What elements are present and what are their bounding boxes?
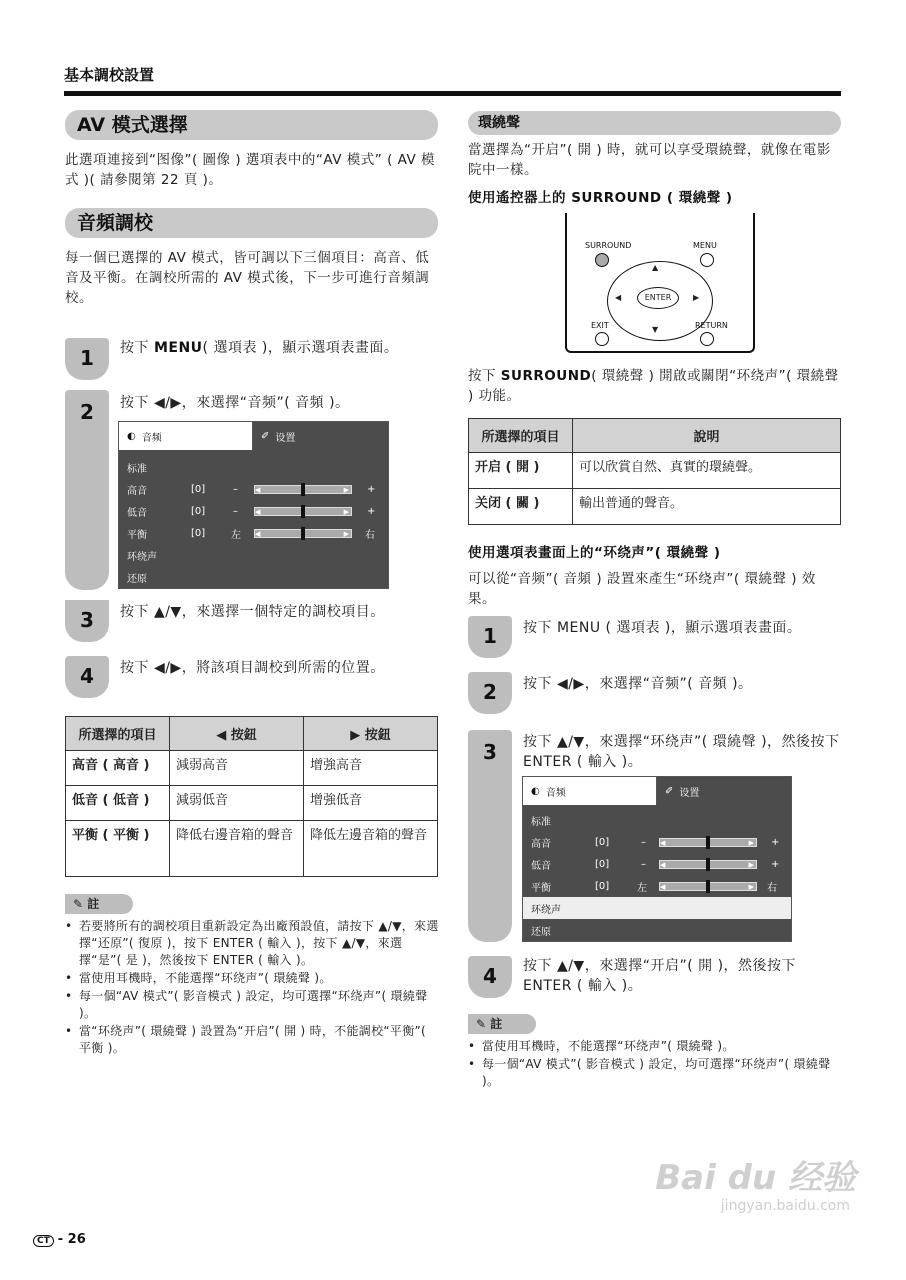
right-step-4-number: 4 (483, 964, 497, 988)
return-button[interactable] (700, 332, 714, 346)
notes-right (468, 1038, 843, 1091)
up-arrow-icon: ▲ (652, 263, 659, 272)
audio-body: 每一個已選擇的 AV 模式，皆可調以下三個項目：高音、低音及平衡。在調校所需的 AV 模式後，下一步可進行音頻調校。 (65, 250, 430, 306)
surround-table (468, 418, 841, 525)
step-2-text: 按下 ◀/▶，來選擇“音频”( 音頻 )。 (120, 395, 350, 411)
section-title-av-mode: AV 模式選擇 (65, 110, 438, 140)
table-header: ◀ 按鈕 (170, 717, 304, 751)
step-3-number: 3 (80, 608, 94, 632)
menu-row-bass[interactable]: 低音 [0] – ◀ ▶ + (531, 858, 780, 872)
audio-icon: ◐ (127, 430, 136, 442)
table-row: 平衡 ( 平衡 ) 降低右邊音箱的聲音 降低左邊音箱的聲音 (66, 821, 438, 877)
page-header-title: 基本調校設置 (64, 66, 155, 84)
surround-button-desc: 按下 SURROUND( 環繞聲 ) 開啟或關閉“环绕声”( 環繞聲 ) 功能。 (468, 368, 839, 404)
table-row: 开启 ( 開 ) 可以欣賞自然、真實的環繞聲。 (469, 453, 841, 489)
step-1-text: 按下 MENU( 選項表 )，顯示選項表畫面。 (120, 340, 399, 356)
table-header: 所選擇的項目 (469, 419, 573, 453)
enter-button[interactable]: ENTER (637, 287, 679, 309)
list-item: • 每一個“AV 模式”( 影音模式 ) 設定，均可選擇“环绕声”( 環繞聲 )。 (65, 988, 440, 1022)
list-item: • 每一個“AV 模式”( 影音模式 ) 設定，均可選擇“环绕声”( 環繞聲 )。 (468, 1056, 843, 1090)
right-step-4-text: 按下 ▲/▼，來選擇“开启”( 開 )，然後按下 ENTER ( 輸入 )。 (523, 958, 797, 994)
list-item: • 當“环绕声”( 環繞聲 ) 設置為“开启”( 開 ) 時，不能調校“平衡”( 平衡 )。 (65, 1023, 440, 1057)
menu-row-standard[interactable]: 标准 (531, 816, 551, 828)
audio-icon: ◐ (531, 785, 540, 797)
pencil-icon: ✎ (73, 897, 84, 911)
menu-row-balance[interactable]: 平衡 [0] 左 ◀ ▶ 右 (127, 527, 375, 541)
sub-heading-menu: 使用選項表畫面上的“环绕声”( 環繞聲 ) (468, 545, 721, 561)
watermark-url: jingyan.baidu.com (720, 1198, 850, 1214)
table-row: 低音 ( 低音 ) 減弱低音 增強低音 (66, 786, 438, 821)
audio-menu-left (118, 421, 389, 589)
section-title-surround: 環繞聲 (468, 111, 841, 135)
menu-row-standard[interactable]: 标准 (127, 463, 147, 475)
menu-row-balance[interactable]: 平衡 [0] 左 ◀ ▶ 右 (531, 880, 777, 894)
table-row: 关闭 ( 關 ) 輸出普通的聲音。 (469, 489, 841, 525)
surround-button[interactable] (595, 253, 609, 267)
step-4-text: 按下 ◀/▶，將該項目調校到所需的位置。 (120, 660, 385, 676)
table-header: ▶ 按鈕 (304, 717, 438, 751)
right-step-1-text: 按下 MENU ( 選項表 )，顯示選項表畫面。 (523, 620, 802, 636)
note-label-left: ✎ 註 (65, 894, 133, 914)
menu-row-surround-selected[interactable]: 环绕声 (523, 897, 791, 919)
right-step-2-text: 按下 ◀/▶，來選擇“音频”( 音頻 )。 (523, 676, 753, 692)
menu-button[interactable] (700, 253, 714, 267)
left-arrow-icon: ◀ (615, 293, 622, 302)
menu-tab-setup[interactable]: ✐ 设置 (253, 422, 388, 450)
right-step-3-number: 3 (483, 740, 497, 764)
menu-row-surround[interactable]: 环绕声 (127, 551, 157, 563)
menu-row-reset[interactable]: 还原 (127, 573, 147, 585)
down-arrow-icon: ▼ (652, 325, 659, 334)
list-item: • 當使用耳機時，不能選擇“环绕声”( 環繞聲 )。 (65, 970, 440, 987)
right-step-1-number: 1 (483, 624, 497, 648)
right-step-3-text: 按下 ▲/▼，來選擇“环绕声”( 環繞聲 )，然後按下 ENTER ( 輸入 )。 (523, 734, 840, 770)
section-title-audio: 音頻調校 (65, 208, 438, 238)
menu-tab-audio[interactable]: ◐ 音频 (119, 422, 253, 450)
step-3-text: 按下 ▲/▼，來選擇一個特定的調校項目。 (120, 604, 385, 620)
list-item: • 當使用耳機時，不能選擇“环绕声”( 環繞聲 )。 (468, 1038, 843, 1055)
menu-row-treble[interactable]: 高音 [0] – ◀ ▶ + (531, 836, 780, 850)
remote-illustration: SURROUND MENU ENTER ▲ ▼ ◀ ▶ EXIT RETURN (565, 213, 755, 353)
audio-menu-right (522, 776, 792, 942)
note-label-right: ✎ 註 (468, 1014, 536, 1034)
notes-left (65, 918, 440, 1058)
sub2-body: 可以從“音频”( 音頻 ) 設置來產生“环绕声”( 環繞聲 ) 效果。 (468, 571, 816, 607)
header-rule (64, 91, 841, 96)
right-step-2-number: 2 (483, 680, 497, 704)
sub-heading-remote: 使用遙控器上的 SURROUND ( 環繞聲 ) (468, 190, 733, 206)
wrench-icon: ✐ (665, 785, 674, 797)
page-footer (33, 1232, 86, 1247)
av-mode-body: 此選項連接到“图像”( 圖像 ) 選項表中的“AV 模式” ( AV 模式 )( 請參閱第 22 頁 )。 (65, 152, 436, 188)
region-badge: CT (33, 1235, 54, 1247)
wrench-icon: ✐ (261, 430, 270, 442)
menu-row-treble[interactable]: 高音 [0] – ◀ ▶ + (127, 483, 376, 497)
pencil-icon: ✎ (476, 1017, 487, 1031)
table-header: 所選擇的項目 (66, 717, 170, 751)
menu-row-bass[interactable]: 低音 [0] – ◀ ▶ + (127, 505, 376, 519)
menu-row-reset[interactable]: 还原 (531, 926, 551, 938)
audio-adjust-table (65, 716, 438, 877)
step-1-number: 1 (80, 346, 94, 370)
table-row: 高音 ( 高音 ) 減弱高音 增強高音 (66, 751, 438, 786)
watermark-logo: Bai du 经验 (655, 1158, 856, 1198)
right-arrow-icon: ▶ (693, 293, 700, 302)
menu-tab-audio[interactable]: ◐ 音频 (523, 777, 657, 805)
exit-button[interactable] (595, 332, 609, 346)
surround-body: 當選擇為“开启”( 開 ) 時，就可以享受環繞聲，就像在電影院中一樣。 (468, 142, 831, 178)
step-4-number: 4 (80, 664, 94, 688)
menu-tab-setup[interactable]: ✐ 设置 (657, 777, 791, 805)
table-header: 說明 (573, 419, 841, 453)
page-number: - 26 (57, 1232, 86, 1247)
list-item: • 若要將所有的調校項目重新設定為出廠預設值，請按下 ▲/▼，來選擇“还原”( 復原 )，按下 ENTER ( 輸入 )，按下 ▲/▼，來選擇“是”( 是 )，然後按下 ENTER ( 輸入 )。 (65, 918, 440, 969)
step-2-number: 2 (80, 400, 94, 424)
